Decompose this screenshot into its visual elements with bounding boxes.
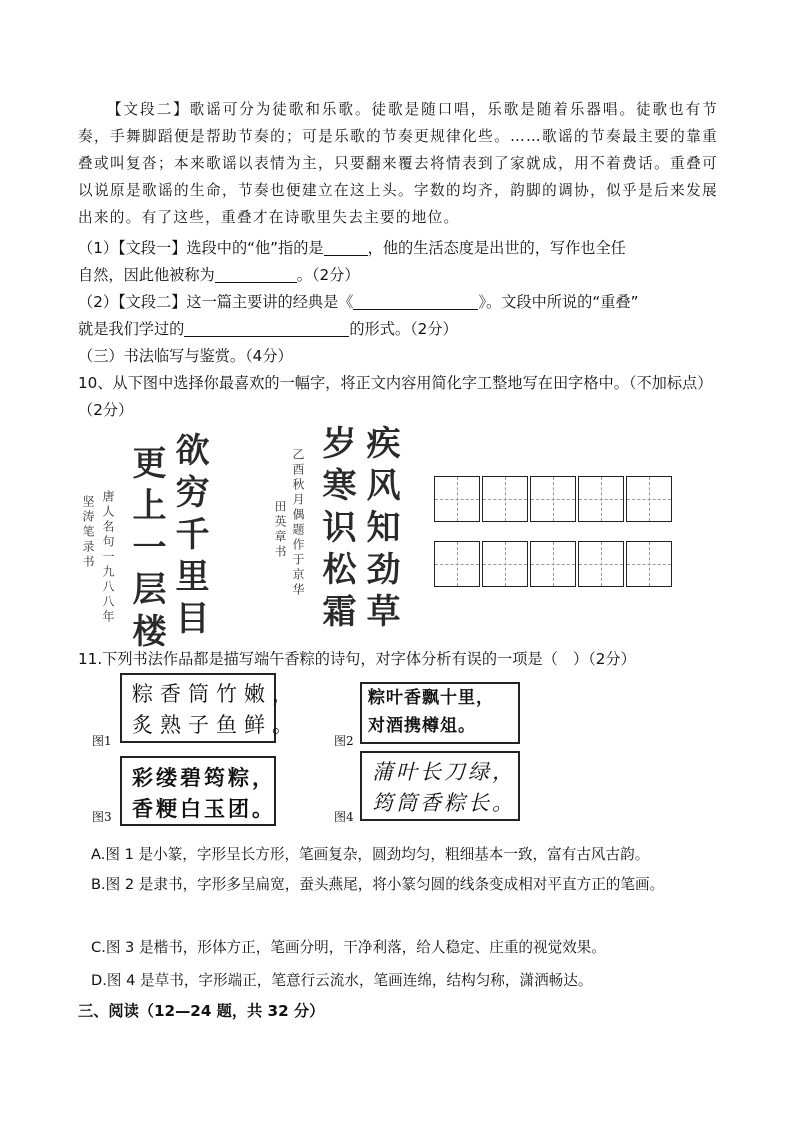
work-2-line-2: 对酒携樽俎。 [368, 716, 476, 736]
question-11: 11.下列书法作品都是描写端午香粽的诗句，对字体分析有误的一项是（ ）（2分） [78, 650, 636, 668]
question-2-line2: 就是我们学过的 [78, 320, 185, 338]
option-a[interactable]: A.图 1 是小篆，字形呈长方形，笔画复杂，圆劲均匀，粗细基本一致，富有古风古韵。 [91, 846, 650, 863]
option-d[interactable]: D.图 4 是草书，字形端正，笔意行云流水，笔画连绵，结构匀称，潇洒畅达。 [91, 972, 593, 989]
question-2-blank-1[interactable] [353, 293, 478, 310]
tianzige-row-1 [434, 476, 674, 522]
calligraphy-2-inscription-a: 乙酉秋月偶题作于京华 [291, 448, 305, 598]
tianzige-cell[interactable] [530, 541, 576, 587]
question-2-prompt: （2）【文段二】这一篇主要讲的经典是《 [78, 293, 354, 311]
question-1-line2: 自然，因此他被称为 [78, 266, 215, 284]
figure-3-label: 图3 [92, 810, 112, 824]
calligraphy-1-inscription-b: 坚涛笔录书 [81, 495, 95, 570]
tianzige-cell[interactable] [434, 476, 480, 522]
question-2 [78, 289, 728, 343]
calligraphy-1-col-b: 更上一层楼 [126, 445, 166, 655]
calligraphy-1-inscription-a: 唐人名句一九八八年 [101, 490, 115, 625]
section-calligraphy-title: （三）书法临写与鉴赏。（4分） [78, 347, 293, 365]
question-2-blank-2[interactable] [184, 320, 349, 337]
work-3-line-2: 香粳白玉团。 [132, 796, 276, 821]
tianzige-cell[interactable] [626, 476, 672, 522]
option-b[interactable]: B.图 2 是隶书，字形多呈扁宽，蚕头燕尾，将小篆匀圆的线条变成相对平直方正的笔画。 [91, 876, 665, 893]
calligraphy-work-1 [120, 673, 300, 743]
calligraphy-work-3 [120, 756, 276, 826]
figure-1-label: 图1 [92, 734, 112, 748]
question-1-score: 。（2分） [296, 266, 360, 284]
work-4-line-1: 蒲叶长刀绿， [372, 760, 516, 784]
figure-4-label: 图4 [334, 810, 354, 824]
tianzige-cell[interactable] [482, 476, 528, 522]
question-2-mid: 》。文段中所说的“重叠” [478, 293, 639, 311]
work-1-line-1: 粽香筒竹嫩， [132, 682, 300, 706]
question-10: 10、从下图中选择你最喜欢的一幅字，将正文内容用简化字工整地写在田字格中。（不加标点）（2分） [78, 374, 713, 419]
tianzige-cell[interactable] [578, 476, 624, 522]
tianzige-cell[interactable] [626, 541, 672, 587]
work-4-line-2: 筠筒香粽长。 [372, 791, 516, 815]
question-1-prompt: （1）【文段一】选段中的“他”指的是 [78, 239, 324, 257]
question-1-blank-2[interactable] [215, 266, 297, 283]
calligraphy-2-inscription-b: 田英章书 [273, 500, 287, 560]
calligraphy-1-col-a: 欲穷千里目 [169, 432, 209, 642]
calligraphy-work-4 [360, 751, 520, 821]
tianzige-cell[interactable] [530, 476, 576, 522]
passage-paragraph-2: 【文段二】歌谣可分为徒歌和乐歌。徒歌是随口唱，乐歌是随着乐器唱。徒歌也有节奏，手舞脚蹈便是帮助节奏的；可是乐歌的节奏更规律化些。……歌谣的节奏最主要的靠重叠或叫复沓；本来歌谣以表情为主，只要翻来覆去将情表到了家就成，用不着费话。重叠可以说原是歌谣的生命，节奏也便建立在这上头。字数的均齐，韵脚的调协，似乎是后来发展出来的。有了这些，重叠才在诗歌里失去主要的地位。 [78, 101, 718, 226]
work-2-line-1: 粽叶香飘十里， [368, 688, 494, 708]
calligraphy-2-col-b: 岁寒识松霜 [316, 425, 356, 635]
question-1 [78, 235, 728, 289]
question-1-blank-1[interactable] [324, 239, 368, 256]
tianzige-cell[interactable] [578, 541, 624, 587]
question-1-mid: ，他的生活态度是出世的，写作也全任 [367, 239, 626, 257]
tianzige-cell[interactable] [482, 541, 528, 587]
tianzige-cell[interactable] [434, 541, 480, 587]
question-2-score: 的形式。（2分） [349, 320, 458, 338]
figure-2-label: 图2 [334, 734, 354, 748]
calligraphy-2-col-a: 疾风知劲草 [360, 425, 400, 635]
work-1-line-2: 炙熟子鱼鲜。 [132, 713, 300, 737]
option-c[interactable]: C.图 3 是楷书，形体方正，笔画分明，干净利落，给人稳定、庄重的视觉效果。 [91, 939, 606, 956]
section-reading-title: 三、阅读（12—24 题，共 32 分） [78, 1002, 325, 1020]
tianzige-row-2 [434, 541, 674, 587]
calligraphy-work-2 [360, 682, 520, 744]
work-3-line-1: 彩缕碧筠粽， [132, 765, 276, 790]
